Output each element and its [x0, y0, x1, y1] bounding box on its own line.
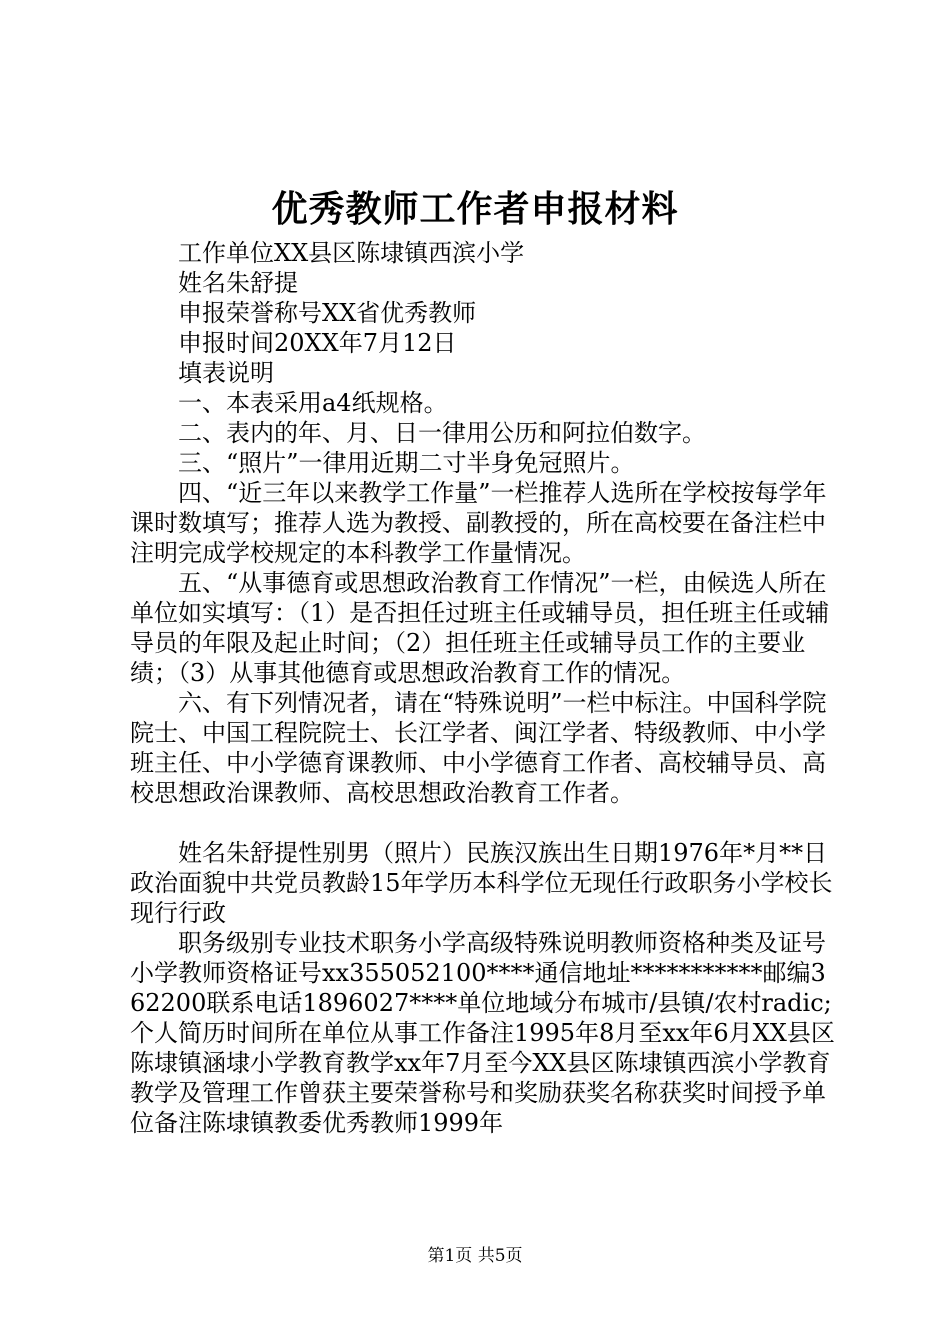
document-title: 优秀教师工作者申报材料: [271, 188, 679, 230]
paragraph-instruction-3: 三、“照片”一律用近期二寸半身免冠照片。: [178, 449, 635, 477]
paragraph-personal-info: 姓名朱舒提性别男（照片）民族汉族出生日期1976年*月**日政治面貌中共党员教龄15年学历本科学位无现任行政职务小学校长现行行政: [130, 839, 833, 927]
paragraph-instruction-6: 六、有下列情况者，请在“特殊说明”一栏中标注。中国科学院院士、中国工程院院士、长江学者、闽江学者、特级教师、中小学班主任、中小学德育课教师、中小学德育工作者、高校辅导员、高校思想政治课教师、高校思想政治教育工作者。: [130, 689, 827, 807]
paragraph-work-unit: 工作单位XX县区陈埭镇西滨小学: [178, 239, 525, 267]
paragraph-instruction-1: 一、本表采用a4纸规格。: [178, 389, 448, 417]
page-footer: 第1页 共5页: [427, 1246, 523, 1266]
paragraph-honor-title: 申报荣誉称号XX省优秀教师: [178, 299, 477, 327]
paragraph-instruction-5: 五、“从事德育或思想政治教育工作情况”一栏，由候选人所在单位如实填写：（1）是否担任过班主任或辅导员，担任班主任或辅导员的年限及起止时间；（2）担任班主任或辅导员工作的主要业绩；（3）从事其他德育或思想政治教育工作的情况。: [130, 569, 830, 687]
paragraph-instructions-heading: 填表说明: [178, 359, 274, 387]
paragraph-application-date: 申报时间20XX年7月12日: [178, 329, 457, 357]
paragraph-instruction-4: 四、“近三年以来教学工作量”一栏推荐人选所在学校按每学年课时数填写；推荐人选为教授、副教授的，所在高校要在备注栏中注明完成学校规定的本科教学工作量情况。: [130, 479, 827, 567]
paragraph-instruction-2: 二、表内的年、月、日一律用公历和阿拉伯数字。: [178, 419, 706, 447]
document-body: [130, 238, 835, 1138]
paragraph-resume-details: 职务级别专业技术职务小学高级特殊说明教师资格种类及证号小学教师资格证号xx355052100****通信地址***********邮编362200联系电话1896027****单位地域分布城市/县镇/农村radic;个人简历时间所在单位从事工作备注1995年8月至xx年6月XX县区陈埭镇涵埭小学教育教学xx年7月至今XX县区陈埭镇西滨小学教育教学及管理工作曾获主要荣誉称号和奖励获奖名称获奖时间授予单位备注陈埭镇教委优秀教师1999年: [130, 929, 835, 1137]
paragraph-name: 姓名朱舒提: [178, 269, 298, 297]
